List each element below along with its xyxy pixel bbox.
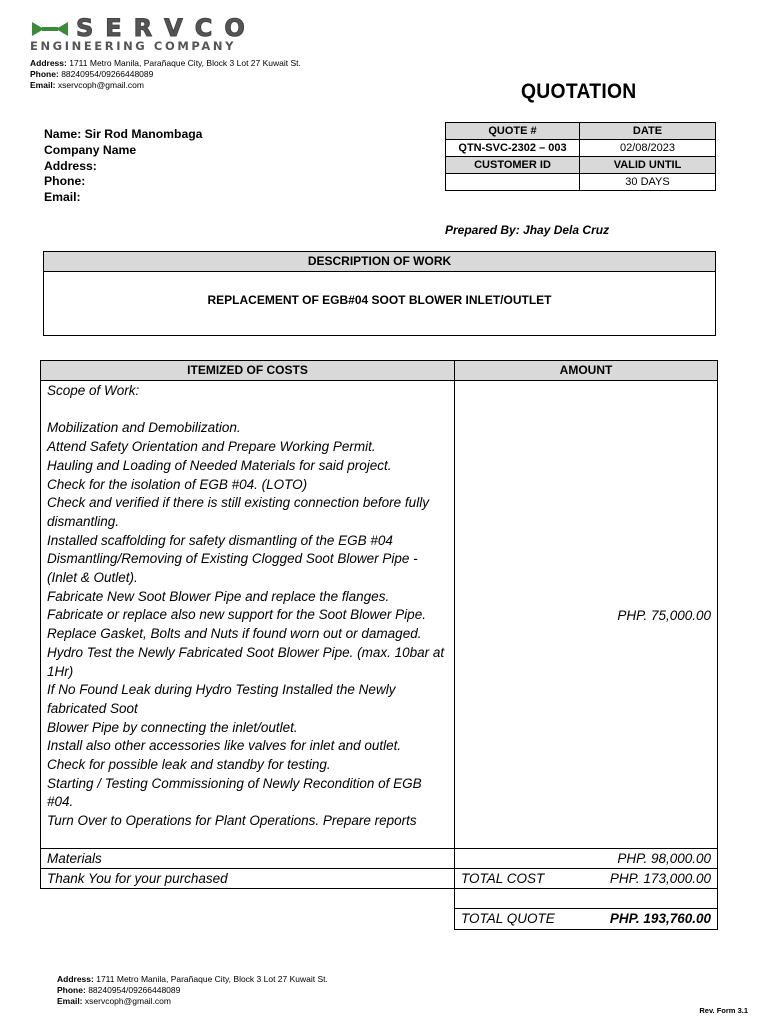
phone-label: Phone: <box>57 985 86 995</box>
scope-amount: PHP. 75,000.00 <box>617 608 711 623</box>
scope-item: Replace Gasket, Bolts and Nuts if found worn out or damaged. <box>47 626 422 642</box>
scope-item: Mobilization and Demobilization. <box>47 420 241 436</box>
materials-label: Materials <box>41 849 455 869</box>
email-value: xservcoph@gmail.com <box>57 80 144 90</box>
total-quote-cell <box>455 909 718 930</box>
client-phone: Phone: <box>44 174 86 189</box>
logo-mark-icon <box>30 20 70 38</box>
date-value: 02/08/2023 <box>580 140 716 157</box>
scope-item: If No Found Leak during Hydro Testing Installed the Newly fabricated Soot <box>47 682 396 716</box>
client-info <box>44 127 202 206</box>
phone-label: Phone: <box>30 69 59 79</box>
description-box <box>43 251 716 336</box>
quote-number-label: QUOTE # <box>446 123 580 140</box>
valid-until-value: 30 DAYS <box>580 174 716 191</box>
date-label: DATE <box>580 123 716 140</box>
revision-label: Rev. Form 3.1 <box>699 1006 748 1015</box>
address-value: 1711 Metro Manila, Parañaque City, Block 3 Lot 27 Kuwait St. <box>69 58 301 68</box>
valid-until-label: VALID UNTIL <box>580 157 716 174</box>
total-quote-label: TOTAL QUOTE <box>461 911 555 926</box>
amount-column-header: AMOUNT <box>455 361 718 381</box>
scope-title: Scope of Work: <box>47 383 140 398</box>
scope-item: Fabricate or replace also new support for the Soot Blower Pipe. <box>47 607 426 623</box>
scope-item: Install also other accessories like valves for inlet and outlet. <box>47 738 402 754</box>
total-cost-label: TOTAL COST <box>461 871 545 886</box>
scope-item: Attend Safety Orientation and Prepare Working Permit. <box>47 439 376 455</box>
total-cost-cell <box>455 869 718 889</box>
items-table <box>40 360 718 930</box>
total-quote-value: PHP. 193,760.00 <box>609 911 711 926</box>
scope-item: Starting / Testing Commissioning of Newly Recondition of EGB #04. <box>47 775 422 810</box>
total-cost-value: PHP. 173,000.00 <box>609 871 711 886</box>
client-company: Company Name <box>44 142 137 157</box>
email-value: xservcoph@gmail.com <box>84 996 171 1006</box>
scope-item: Installed scaffolding for safety dismantling of the EGB #04 <box>47 532 393 548</box>
scope-item: Check and verified if there is still existing connection before fully dismantling. <box>47 495 429 529</box>
company-name: SERVCO <box>76 14 257 42</box>
scope-item: Hauling and Loading of Needed Materials for said project. <box>47 457 392 473</box>
address-label: Address: <box>30 58 67 68</box>
phone-value: 88240954/09266448089 <box>88 985 181 995</box>
company-contact-bottom <box>57 974 328 1007</box>
address-value: 1711 Metro Manila, Parañaque City, Block 3 Lot 27 Kuwait St. <box>96 974 328 984</box>
email-label: Email: <box>30 80 56 90</box>
scope-amount-cell <box>455 381 718 849</box>
scope-item: Hydro Test the Newly Fabricated Soot Blower Pipe. (max. 10bar at 1Hr) <box>47 644 445 679</box>
company-contact-top <box>30 58 301 91</box>
company-subtitle: ENGINEERING COMPANY <box>30 39 237 53</box>
client-address: Address: <box>44 158 97 173</box>
description-text: REPLACEMENT OF EGB#04 SOOT BLOWER INLET/OUTLET <box>207 293 552 307</box>
customer-id-label: CUSTOMER ID <box>446 157 580 174</box>
scope-item: Blower Pipe by connecting the inlet/outlet. <box>47 719 298 735</box>
items-section <box>40 360 718 930</box>
scope-cell <box>41 381 455 849</box>
quote-number-value: QTN-SVC-2302 – 003 <box>446 140 580 157</box>
address-label: Address: <box>57 974 94 984</box>
scope-item: Check for possible leak and standby for testing. <box>47 757 331 773</box>
scope-item: Fabricate New Soot Blower Pipe and replace the flanges. <box>47 588 390 604</box>
scope-item: Check for the isolation of EGB #04. (LOTO) <box>47 476 308 492</box>
quote-info-table <box>445 122 716 191</box>
prepared-by: Prepared By: Jhay Dela Cruz <box>445 223 610 237</box>
email-label: Email: <box>57 996 83 1006</box>
phone-value: 88240954/09266448089 <box>61 69 154 79</box>
scope-item: Dismantling/Removing of Existing Clogged Soot Blower Pipe - (Inlet & Outlet). <box>47 551 418 586</box>
scope-item: Turn Over to Operations for Plant Operations. Prepare reports <box>47 813 417 829</box>
client-email: Email: <box>44 190 81 205</box>
client-name: Name: Sir Rod Manombaga <box>44 127 203 141</box>
customer-id-value <box>446 174 580 191</box>
materials-amount: PHP. 98,000.00 <box>455 849 718 869</box>
thank-you-note: Thank You for your purchased <box>41 869 455 889</box>
company-logo <box>30 14 330 56</box>
description-header: DESCRIPTION OF WORK <box>44 252 715 272</box>
page-title: QUOTATION <box>521 80 637 103</box>
items-column-header: ITEMIZED OF COSTS <box>41 361 455 381</box>
